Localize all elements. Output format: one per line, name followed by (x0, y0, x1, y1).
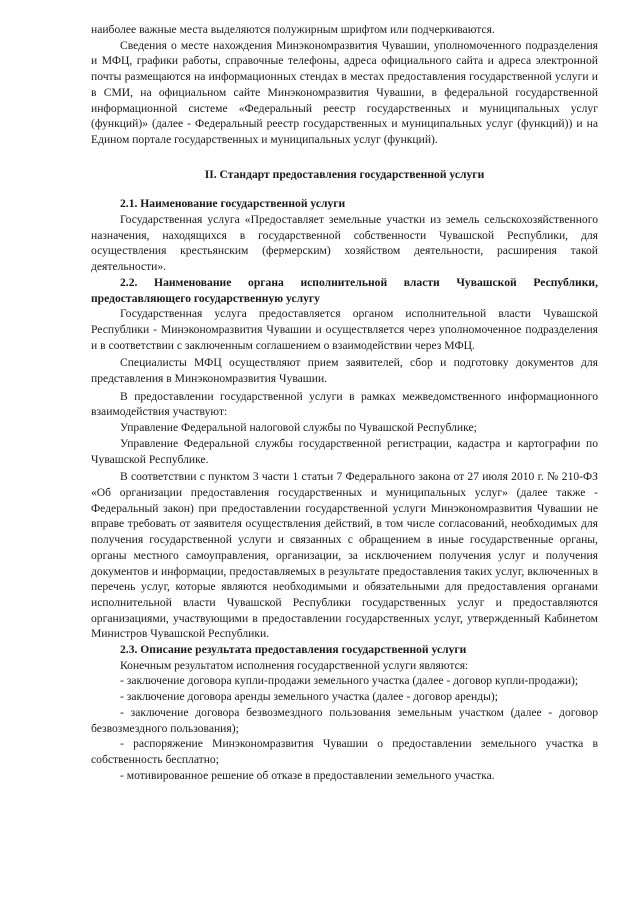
list-item: - распоряжение Минэкономразвития Чувашии о предоставлении земельного участка в собственность бесплатно; (91, 737, 598, 766)
paragraph: Сведения о месте нахождения Минэкономразвития Чувашии, уполномоченного подразделения и МФЦ, графики работы, справочные телефоны, адреса официального сайта и адреса электронной почты размещаются на информационных стендах в местах предоставления государственной услуги и в СМИ, на официальном сайте Минэкономразвития Чувашии, в федеральной государственной информационной системе «Федеральный реестр государственных и муниципальных услуг (функций)» (далее - Федеральный реестр государственных и муниципальных услуг (функций)) и на Едином портале государственных и муниципальных услуг (функций). (91, 38, 598, 146)
paragraph: Управление Федеральной службы государственной регистрации, кадастра и картографии по Чувашской Республике. (91, 436, 598, 466)
subsection-heading: 2.1. Наименование государственной услуги (120, 197, 346, 211)
paragraph: Государственная услуга предоставляется органом исполнительной власти Чувашской Республики - Минэкономразвития Чувашии и осуществляется через уполномоченное подразделения и в соответствии с заключенным соглашением о взаимодействии через МФЦ. (91, 307, 598, 352)
paragraph: Конечным результатом исполнения государственной услуги являются: (120, 658, 469, 672)
paragraph: наиболее важные места выделяются полужирным шрифтом или подчеркиваются. (91, 23, 495, 36)
list-item: - заключение договора купли-продажи земельного участка (далее - договор купли-продажи); (120, 674, 579, 688)
paragraph: Управление Федеральной налоговой службы по Чувашской Республике; (120, 421, 477, 435)
paragraph: В соответствии с пунктом 3 части 1 статьи 7 Федерального закона от 27 июля 2010 г. № 210-ФЗ «Об организации предоставления государственных и муниципальных услуг» (далее также - Федеральный закон) при предоставлении государственной услуги Минэкономразвития Чувашии не вправе требовать от заявителя осуществления действий, в том числе согласований, необходимых для получения государственной услуги и связанных с обращением в иные государственные органы, органы местного самоуправления, организации, за исключением получения услуг и получения документов и информации, предоставляемых в результате предоставления таких услуг, включенных в перечень услуг, которые являются необходимыми и обязательными для предоставления органами исполнительной власти Чувашской Республики государственных услуг и предоставляются организациями, участвующими в предоставлении государственных услуг, утвержденный Кабинетом Министров Чувашской Республики. (91, 470, 598, 641)
subsection-heading: 2.3. Описание результата предоставления государственной услуги (120, 643, 467, 657)
paragraph: В предоставлении государственной услуги в рамках межведомственного информационного взаимодействия участвуют: (91, 389, 598, 419)
section-heading: II. Стандарт предоставления государственной услуги (204, 167, 485, 181)
list-item: - мотивированное решение об отказе в предоставлении земельного участка. (120, 768, 495, 782)
list-item: - заключение договора безвозмездного пользования земельным участком (далее - договор безвозмездного пользования); (91, 705, 598, 735)
subsection-heading: 2.2. Наименование органа исполнительной власти Чувашской Республики, предоставляющего государственную услугу (91, 275, 598, 305)
paragraph: Государственная услуга «Предоставляет земельные участки из земель сельскохозяйственного назначения, находящихся в государственной собственности Чувашской Республики, для осуществления крестьянским (фермерским) хозяйством деятельности, расширения такой деятельности». (91, 213, 598, 274)
list-item: - заключение договора аренды земельного участка (далее - договор аренды); (120, 690, 499, 704)
paragraph: Специалисты МФЦ осуществляют прием заявителей, сбор и подготовку документов для представления в Минэкономразвития Чувашии. (91, 356, 598, 386)
